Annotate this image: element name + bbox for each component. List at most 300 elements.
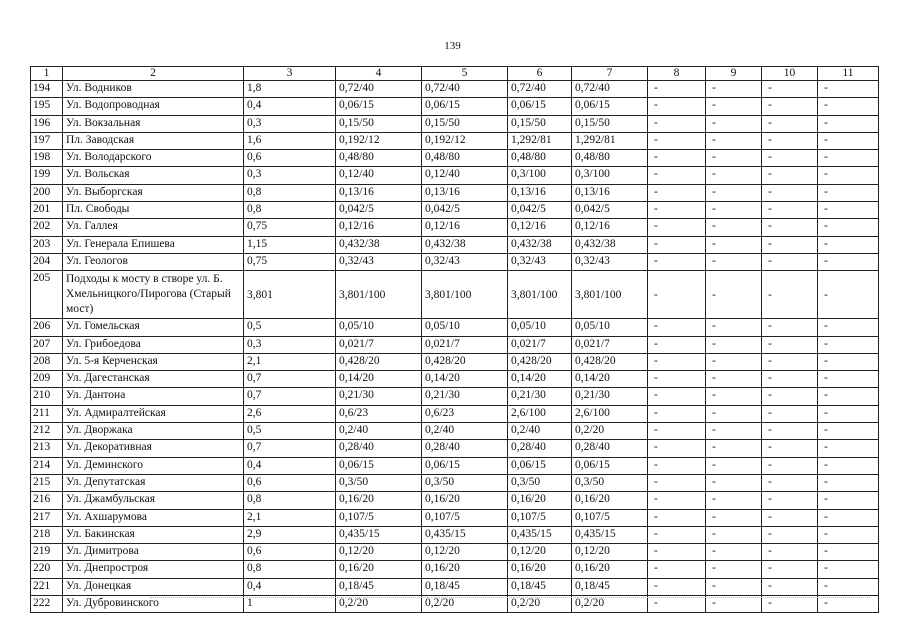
table-cell-col-4: 0,435/15 (336, 526, 422, 543)
table-cell-col-7: 0,435/15 (572, 526, 648, 543)
table-cell-col-7: 0,042/5 (572, 202, 648, 219)
table-row (31, 219, 879, 236)
table-cell-col-7: 0,06/15 (572, 457, 648, 474)
table-row (31, 440, 879, 457)
table-cell-col-4: 0,06/15 (336, 98, 422, 115)
footer-rule (150, 597, 870, 598)
table-cell-col-11: - (818, 440, 879, 457)
table-cell-col-3: 0,3 (244, 115, 336, 132)
table-cell-col-1: 208 (31, 353, 63, 370)
table-cell-col-3: 1,8 (244, 81, 336, 98)
table-cell-col-3: 3,801 (244, 271, 336, 319)
table-cell-col-3: 1,15 (244, 236, 336, 253)
table-cell-col-7: 0,2/20 (572, 596, 648, 613)
table-cell-col-8: - (648, 596, 706, 613)
table-cell-col-11: - (818, 371, 879, 388)
column-header-2: 2 (63, 67, 244, 81)
table-cell-col-11: - (818, 561, 879, 578)
table-cell-col-2: Ул. Димитрова (63, 544, 244, 561)
page-number: 139 (444, 40, 461, 52)
table-cell-col-11: - (818, 236, 879, 253)
table-cell-col-1: 202 (31, 219, 63, 236)
table-cell-col-5: 0,72/40 (422, 81, 508, 98)
table-cell-col-3: 0,8 (244, 202, 336, 219)
table-cell-col-6: 0,16/20 (508, 492, 572, 509)
table-cell-col-10: - (762, 132, 818, 149)
table-cell-col-5: 0,12/16 (422, 219, 508, 236)
table-cell-col-2: Ул. Депутатская (63, 474, 244, 491)
table-cell-col-5: 0,28/40 (422, 440, 508, 457)
table-cell-col-8: - (648, 236, 706, 253)
table-cell-col-6: 0,18/45 (508, 578, 572, 595)
table-cell-col-6: 0,48/80 (508, 150, 572, 167)
table-cell-col-3: 0,6 (244, 544, 336, 561)
table-cell-col-7: 0,432/38 (572, 236, 648, 253)
table-cell-col-5: 0,12/20 (422, 544, 508, 561)
table-cell-col-3: 1,6 (244, 132, 336, 149)
table-cell-col-10: - (762, 423, 818, 440)
table-cell-col-9: - (706, 509, 762, 526)
table-cell-col-1: 198 (31, 150, 63, 167)
table-cell-col-5: 0,6/23 (422, 405, 508, 422)
table-row (31, 98, 879, 115)
table-cell-col-9: - (706, 423, 762, 440)
table-cell-col-4: 0,13/16 (336, 184, 422, 201)
table-cell-col-8: - (648, 544, 706, 561)
table-cell-col-4: 0,05/10 (336, 319, 422, 336)
table-cell-col-8: - (648, 336, 706, 353)
table-cell-col-10: - (762, 81, 818, 98)
table-cell-col-5: 0,15/50 (422, 115, 508, 132)
table-cell-col-10: - (762, 253, 818, 270)
table-row (31, 526, 879, 543)
table-cell-col-9: - (706, 596, 762, 613)
table-row (31, 271, 879, 319)
table-cell-col-1: 215 (31, 474, 63, 491)
column-header-3: 3 (244, 67, 336, 81)
table-cell-col-11: - (818, 353, 879, 370)
table-cell-col-6: 2,6/100 (508, 405, 572, 422)
table-cell-col-2: Ул. Генерала Епишева (63, 236, 244, 253)
table-cell-col-6: 1,292/81 (508, 132, 572, 149)
table-cell-col-5: 0,18/45 (422, 578, 508, 595)
table-cell-col-10: - (762, 202, 818, 219)
table-cell-col-11: - (818, 219, 879, 236)
table-cell-col-11: - (818, 115, 879, 132)
table-cell-col-2: Ул. Водников (63, 81, 244, 98)
table-cell-col-6: 0,06/15 (508, 98, 572, 115)
table-cell-col-2: Подходы к мосту в створе ул. Б. Хмельницкого/Пирогова (Старый мост) (63, 271, 244, 319)
table-cell-col-6: 0,13/16 (508, 184, 572, 201)
table-cell-col-3: 0,8 (244, 184, 336, 201)
table-cell-col-7: 0,3/50 (572, 474, 648, 491)
table-cell-col-4: 0,28/40 (336, 440, 422, 457)
table-cell-col-4: 0,14/20 (336, 371, 422, 388)
table-cell-col-9: - (706, 167, 762, 184)
table-cell-col-10: - (762, 440, 818, 457)
table-cell-col-9: - (706, 578, 762, 595)
table-cell-col-6: 0,2/20 (508, 596, 572, 613)
table-cell-col-10: - (762, 336, 818, 353)
table-cell-col-9: - (706, 492, 762, 509)
table-body (31, 81, 879, 613)
table-cell-col-11: - (818, 474, 879, 491)
table-cell-col-8: - (648, 371, 706, 388)
table-cell-col-5: 0,48/80 (422, 150, 508, 167)
table-cell-col-8: - (648, 271, 706, 319)
column-header-7: 7 (572, 67, 648, 81)
table-cell-col-10: - (762, 492, 818, 509)
table-cell-col-10: - (762, 544, 818, 561)
table-cell-col-4: 0,06/15 (336, 457, 422, 474)
table-cell-col-7: 0,15/50 (572, 115, 648, 132)
table-cell-col-11: - (818, 253, 879, 270)
table-cell-col-4: 3,801/100 (336, 271, 422, 319)
table-cell-col-1: 204 (31, 253, 63, 270)
table-cell-col-7: 0,428/20 (572, 353, 648, 370)
column-header-11: 11 (818, 67, 879, 81)
table-cell-col-1: 201 (31, 202, 63, 219)
table-row (31, 336, 879, 353)
table-cell-col-9: - (706, 457, 762, 474)
table-cell-col-9: - (706, 219, 762, 236)
table-cell-col-8: - (648, 319, 706, 336)
column-header-9: 9 (706, 67, 762, 81)
table-cell-col-3: 0,3 (244, 336, 336, 353)
table-cell-col-4: 0,432/38 (336, 236, 422, 253)
table-cell-col-9: - (706, 236, 762, 253)
table-cell-col-8: - (648, 353, 706, 370)
table-cell-col-3: 0,6 (244, 150, 336, 167)
table-cell-col-11: - (818, 336, 879, 353)
table-cell-col-5: 0,428/20 (422, 353, 508, 370)
table-cell-col-2: Ул. Джамбульская (63, 492, 244, 509)
table-cell-col-3: 0,75 (244, 219, 336, 236)
data-table (30, 66, 879, 613)
table-cell-col-9: - (706, 371, 762, 388)
table-cell-col-3: 0,5 (244, 319, 336, 336)
table-cell-col-11: - (818, 578, 879, 595)
table-cell-col-10: - (762, 236, 818, 253)
table-cell-col-10: - (762, 98, 818, 115)
table-cell-col-7: 0,3/100 (572, 167, 648, 184)
table-cell-col-4: 0,15/50 (336, 115, 422, 132)
table-cell-col-6: 0,107/5 (508, 509, 572, 526)
table-cell-col-11: - (818, 132, 879, 149)
table-cell-col-2: Ул. Деминского (63, 457, 244, 474)
table-cell-col-1: 194 (31, 81, 63, 98)
table-cell-col-2: Ул. Дворжака (63, 423, 244, 440)
table-cell-col-2: Ул. Декоративная (63, 440, 244, 457)
table-cell-col-1: 220 (31, 561, 63, 578)
table-cell-col-8: - (648, 457, 706, 474)
table-row (31, 561, 879, 578)
table-cell-col-7: 0,13/16 (572, 184, 648, 201)
table-cell-col-9: - (706, 202, 762, 219)
table-row (31, 319, 879, 336)
table-cell-col-11: - (818, 457, 879, 474)
table-cell-col-6: 0,05/10 (508, 319, 572, 336)
table-cell-col-6: 0,15/50 (508, 115, 572, 132)
table-cell-col-1: 212 (31, 423, 63, 440)
table-cell-col-8: - (648, 219, 706, 236)
table-cell-col-3: 2,6 (244, 405, 336, 422)
column-header-1: 1 (31, 67, 63, 81)
table-cell-col-8: - (648, 202, 706, 219)
table-cell-col-1: 217 (31, 509, 63, 526)
table-cell-col-9: - (706, 150, 762, 167)
table-cell-col-1: 216 (31, 492, 63, 509)
table-cell-col-11: - (818, 544, 879, 561)
table-cell-col-11: - (818, 423, 879, 440)
table-cell-col-5: 0,12/40 (422, 167, 508, 184)
table-cell-col-5: 0,06/15 (422, 457, 508, 474)
table-cell-col-1: 206 (31, 319, 63, 336)
table-cell-col-4: 0,2/40 (336, 423, 422, 440)
table-cell-col-7: 2,6/100 (572, 405, 648, 422)
table-cell-col-5: 0,021/7 (422, 336, 508, 353)
table-row (31, 253, 879, 270)
table-cell-col-3: 0,8 (244, 492, 336, 509)
table-row (31, 544, 879, 561)
table-cell-col-6: 0,042/5 (508, 202, 572, 219)
table-cell-col-7: 0,06/15 (572, 98, 648, 115)
table-cell-col-9: - (706, 98, 762, 115)
table-cell-col-1: 213 (31, 440, 63, 457)
table-cell-col-3: 0,5 (244, 423, 336, 440)
table-cell-col-6: 0,32/43 (508, 253, 572, 270)
table-cell-col-5: 3,801/100 (422, 271, 508, 319)
table-cell-col-1: 207 (31, 336, 63, 353)
table-cell-col-11: - (818, 405, 879, 422)
table-cell-col-2: Ул. Ахшарумова (63, 509, 244, 526)
table-row (31, 578, 879, 595)
table-cell-col-1: 195 (31, 98, 63, 115)
table-row (31, 423, 879, 440)
table-cell-col-5: 0,21/30 (422, 388, 508, 405)
table-cell-col-9: - (706, 388, 762, 405)
table-cell-col-10: - (762, 457, 818, 474)
table-row (31, 184, 879, 201)
table-cell-col-3: 0,7 (244, 440, 336, 457)
table-cell-col-2: Ул. Водопроводная (63, 98, 244, 115)
table-row (31, 596, 879, 613)
table-cell-col-9: - (706, 336, 762, 353)
table-cell-col-3: 0,4 (244, 578, 336, 595)
table-cell-col-1: 209 (31, 371, 63, 388)
table-row (31, 236, 879, 253)
table-cell-col-11: - (818, 526, 879, 543)
table-cell-col-7: 0,48/80 (572, 150, 648, 167)
table-cell-col-10: - (762, 271, 818, 319)
table-cell-col-11: - (818, 596, 879, 613)
table-cell-col-1: 210 (31, 388, 63, 405)
table-cell-col-4: 0,16/20 (336, 492, 422, 509)
table-cell-col-3: 1 (244, 596, 336, 613)
table-cell-col-10: - (762, 561, 818, 578)
table-cell-col-7: 3,801/100 (572, 271, 648, 319)
table-cell-col-8: - (648, 492, 706, 509)
table-cell-col-11: - (818, 271, 879, 319)
table-cell-col-1: 214 (31, 457, 63, 474)
table-cell-col-11: - (818, 319, 879, 336)
table-cell-col-7: 0,05/10 (572, 319, 648, 336)
table-cell-col-5: 0,3/50 (422, 474, 508, 491)
column-header-5: 5 (422, 67, 508, 81)
table-cell-col-1: 203 (31, 236, 63, 253)
table-cell-col-5: 0,16/20 (422, 561, 508, 578)
table-row (31, 150, 879, 167)
table-row (31, 509, 879, 526)
column-header-4: 4 (336, 67, 422, 81)
table-cell-col-10: - (762, 150, 818, 167)
table-cell-col-11: - (818, 509, 879, 526)
table-cell-col-3: 0,7 (244, 371, 336, 388)
table-cell-col-4: 0,18/45 (336, 578, 422, 595)
table-cell-col-7: 0,28/40 (572, 440, 648, 457)
table-cell-col-2: Ул. Адмиралтейская (63, 405, 244, 422)
table-cell-col-2: Ул. Галлея (63, 219, 244, 236)
table-cell-col-9: - (706, 81, 762, 98)
table-row (31, 353, 879, 370)
table-cell-col-9: - (706, 115, 762, 132)
table-cell-col-2: Ул. Дубровинского (63, 596, 244, 613)
table-cell-col-4: 0,12/40 (336, 167, 422, 184)
table-cell-col-8: - (648, 81, 706, 98)
table-cell-col-1: 199 (31, 167, 63, 184)
table-cell-col-7: 0,14/20 (572, 371, 648, 388)
table-cell-col-3: 0,75 (244, 253, 336, 270)
table-cell-col-6: 3,801/100 (508, 271, 572, 319)
table-cell-col-8: - (648, 253, 706, 270)
table-cell-col-2: Ул. Геологов (63, 253, 244, 270)
table-cell-col-7: 0,2/20 (572, 423, 648, 440)
table-cell-col-1: 196 (31, 115, 63, 132)
table-cell-col-8: - (648, 98, 706, 115)
table-cell-col-6: 0,12/16 (508, 219, 572, 236)
table-cell-col-2: Ул. Гомельская (63, 319, 244, 336)
table-cell-col-10: - (762, 319, 818, 336)
table-cell-col-9: - (706, 132, 762, 149)
table-cell-col-8: - (648, 561, 706, 578)
table-cell-col-5: 0,107/5 (422, 509, 508, 526)
column-header-8: 8 (648, 67, 706, 81)
table-cell-col-7: 0,16/20 (572, 561, 648, 578)
table-cell-col-6: 0,14/20 (508, 371, 572, 388)
table-cell-col-1: 218 (31, 526, 63, 543)
table-cell-col-2: Ул. Бакинская (63, 526, 244, 543)
table-cell-col-10: - (762, 219, 818, 236)
table-cell-col-11: - (818, 81, 879, 98)
table-cell-col-10: - (762, 578, 818, 595)
table-row (31, 474, 879, 491)
table-cell-col-11: - (818, 184, 879, 201)
table-cell-col-4: 0,16/20 (336, 561, 422, 578)
table-cell-col-7: 0,21/30 (572, 388, 648, 405)
table-row (31, 457, 879, 474)
table-cell-col-5: 0,05/10 (422, 319, 508, 336)
table-cell-col-8: - (648, 509, 706, 526)
table-cell-col-8: - (648, 474, 706, 491)
table-cell-col-11: - (818, 150, 879, 167)
table-cell-col-1: 222 (31, 596, 63, 613)
table-cell-col-4: 0,021/7 (336, 336, 422, 353)
table-cell-col-7: 0,12/20 (572, 544, 648, 561)
table-cell-col-11: - (818, 202, 879, 219)
table-row (31, 388, 879, 405)
table-cell-col-7: 0,12/16 (572, 219, 648, 236)
table-cell-col-1: 219 (31, 544, 63, 561)
table-cell-col-6: 0,12/20 (508, 544, 572, 561)
table-cell-col-6: 0,28/40 (508, 440, 572, 457)
table-row (31, 202, 879, 219)
table-cell-col-3: 0,4 (244, 457, 336, 474)
table-cell-col-6: 0,72/40 (508, 81, 572, 98)
table-cell-col-8: - (648, 388, 706, 405)
table-cell-col-10: - (762, 405, 818, 422)
table-cell-col-10: - (762, 184, 818, 201)
table-cell-col-9: - (706, 253, 762, 270)
table-cell-col-3: 0,3 (244, 167, 336, 184)
table-cell-col-2: Ул. Володарского (63, 150, 244, 167)
table-cell-col-4: 0,192/12 (336, 132, 422, 149)
table-cell-col-8: - (648, 423, 706, 440)
table-cell-col-10: - (762, 353, 818, 370)
table-cell-col-4: 0,21/30 (336, 388, 422, 405)
table-cell-col-6: 0,021/7 (508, 336, 572, 353)
table-row (31, 81, 879, 98)
table-cell-col-8: - (648, 132, 706, 149)
table-cell-col-9: - (706, 353, 762, 370)
table-cell-col-4: 0,32/43 (336, 253, 422, 270)
table-cell-col-7: 1,292/81 (572, 132, 648, 149)
table-cell-col-8: - (648, 578, 706, 595)
table-cell-col-8: - (648, 150, 706, 167)
table-cell-col-2: Пл. Заводская (63, 132, 244, 149)
table-cell-col-4: 0,2/20 (336, 596, 422, 613)
table-cell-col-2: Ул. Донецкая (63, 578, 244, 595)
table-cell-col-4: 0,428/20 (336, 353, 422, 370)
table-cell-col-4: 0,107/5 (336, 509, 422, 526)
table-cell-col-7: 0,32/43 (572, 253, 648, 270)
table-cell-col-7: 0,72/40 (572, 81, 648, 98)
table-cell-col-2: Ул. Днепростроя (63, 561, 244, 578)
table-row (31, 167, 879, 184)
table-cell-col-5: 0,435/15 (422, 526, 508, 543)
table-cell-col-1: 197 (31, 132, 63, 149)
table-cell-col-5: 0,32/43 (422, 253, 508, 270)
table-cell-col-3: 0,7 (244, 388, 336, 405)
table-cell-col-6: 0,21/30 (508, 388, 572, 405)
table-cell-col-2: Ул. Выборгская (63, 184, 244, 201)
table-cell-col-8: - (648, 526, 706, 543)
table-cell-col-6: 0,06/15 (508, 457, 572, 474)
table-cell-col-4: 0,12/16 (336, 219, 422, 236)
table-cell-col-4: 0,12/20 (336, 544, 422, 561)
table-cell-col-4: 0,3/50 (336, 474, 422, 491)
table-row (31, 371, 879, 388)
table-cell-col-6: 0,3/100 (508, 167, 572, 184)
table-cell-col-10: - (762, 526, 818, 543)
table-cell-col-3: 2,9 (244, 526, 336, 543)
table-cell-col-8: - (648, 405, 706, 422)
table-row (31, 115, 879, 132)
table-cell-col-5: 0,2/40 (422, 423, 508, 440)
table-row (31, 132, 879, 149)
table-row (31, 405, 879, 422)
table-cell-col-9: - (706, 440, 762, 457)
table-cell-col-6: 0,16/20 (508, 561, 572, 578)
